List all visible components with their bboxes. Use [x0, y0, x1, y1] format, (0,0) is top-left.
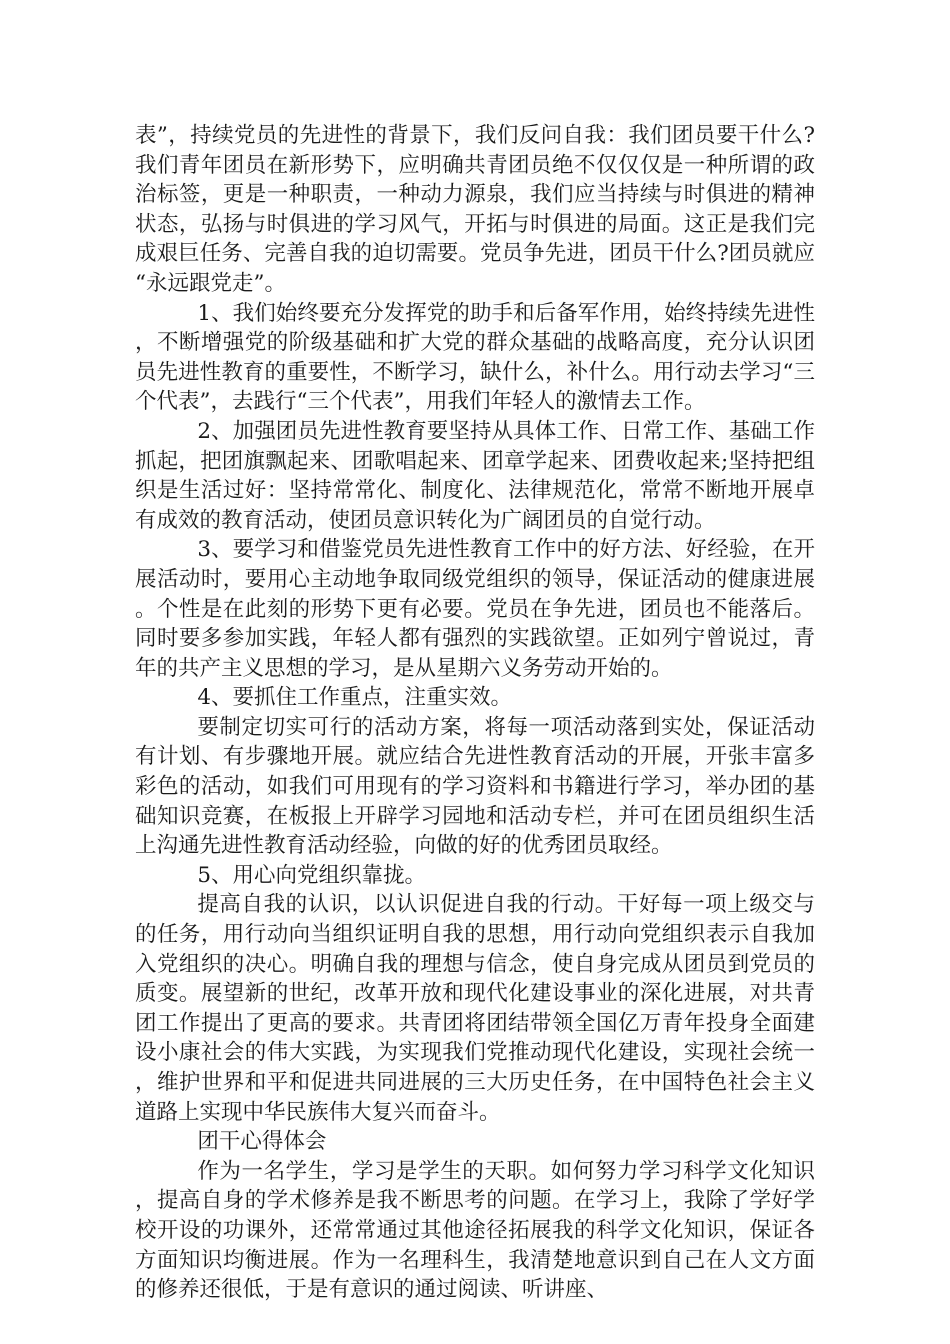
paragraph-point-4-body: 要制定切实可行的活动方案，将每一项活动落到实处，保证活动有计划、有步骤地开展。就应结合先进性教育活动的开展，开张丰富多彩色的活动，如我们可用现有的学习资料和书籍进行学习，举办团的基础知识竞赛，在板报上开辟学习园地和活动专栏，并可在团员组织生活上沟通先进性教育活动经验，向做的好的优秀团员取经。	[135, 714, 815, 859]
paragraph-point-4-heading: 4、要抓住工作重点，注重实效。	[197, 685, 513, 711]
paragraph-point-5-body: 提高自我的认识，以认识促进自我的行动。干好每一项上级交与的任务，用行动向当组织证明自我的思想，用行动向党组织表示自我加入党组织的决心。明确自我的理想与信念，使自身完成从团员到党员的质变。展望新的世纪，改革开放和现代化建设事业的深化进展，对共青团工作提出了更高的要求。共青团将团结带领全国亿万青年投身全面建设小康社会的伟大实践，为实现我们党推动现代化建设，实现社会统一，维护世界和平和促进共同进展的三大历史任务，在中国特色社会主义道路上实现中华民族伟大复兴而奋斗。	[135, 892, 815, 1125]
paragraph-point-2: 2、加强团员先进性教育要坚持从具体工作、日常工作、基础工作抓起，把团旗飘起来、团歌唱起来、团章学起来、团费收起来;坚持把组织是生活过好：坚持常常化、制度化、法律规范化，常常不断地开展卓有成效的教育活动，使团员意识转化为广阔团员的自觉行动。	[135, 418, 815, 533]
paragraph-section-body: 作为一名学生，学习是学生的天职。如何努力学习科学文化知识，提高自身的学术修养是我不断思考的问题。在学习上，我除了学好学校开设的功课外，还常常通过其他途径拓展我的科学文化知识，保证各方面知识均衡进展。作为一名理科生，我清楚地意识到自己在人文方面的修养还很低，于是有意识的通过阅读、听讲座、	[135, 1158, 815, 1303]
paragraph-intro: 表”，持续党员的先进性的背景下，我们反问自我：我们团员要干什么?我们青年团员在新形势下，应明确共青团员绝不仅仅仅是一种所谓的政治标签，更是一种职责，一种动力源泉，我们应当持续与时俱进的精神状态，弘扬与时俱进的学习风气，开拓与时俱进的局面。这正是我们完成艰巨任务、完善自我的迫切需要。党员争先进，团员干什么?团员就应“永远跟党走”。	[135, 123, 815, 296]
paragraph-point-1: 1、我们始终要充分发挥党的助手和后备军作用，始终持续先进性，不断增强党的阶级基础和扩大党的群众基础的战略高度，充分认识团员先进性教育的重要性，不断学习，缺什么，补什么。用行动去学习“三个代表”，去践行“三个代表”，用我们年轻人的激情去工作。	[135, 300, 815, 415]
document-body	[135, 121, 815, 1305]
paragraph-point-5-heading: 5、用心向党组织靠拢。	[197, 862, 427, 888]
paragraph-point-3: 3、要学习和借鉴党员先进性教育工作中的好方法、好经验，在开展活动时，要用心主动地争取同级党组织的领导，保证活动的健康进展。个性是在此刻的形势下更有必要。党员在争先进，团员也不能落后。同时要多参加实践，年轻人都有强烈的实践欲望。正如列宁曾说过，青年的共产主义思想的学习，是从星期六义务劳动开始的。	[135, 537, 815, 681]
section-title: 团干心得体会	[197, 1129, 327, 1155]
